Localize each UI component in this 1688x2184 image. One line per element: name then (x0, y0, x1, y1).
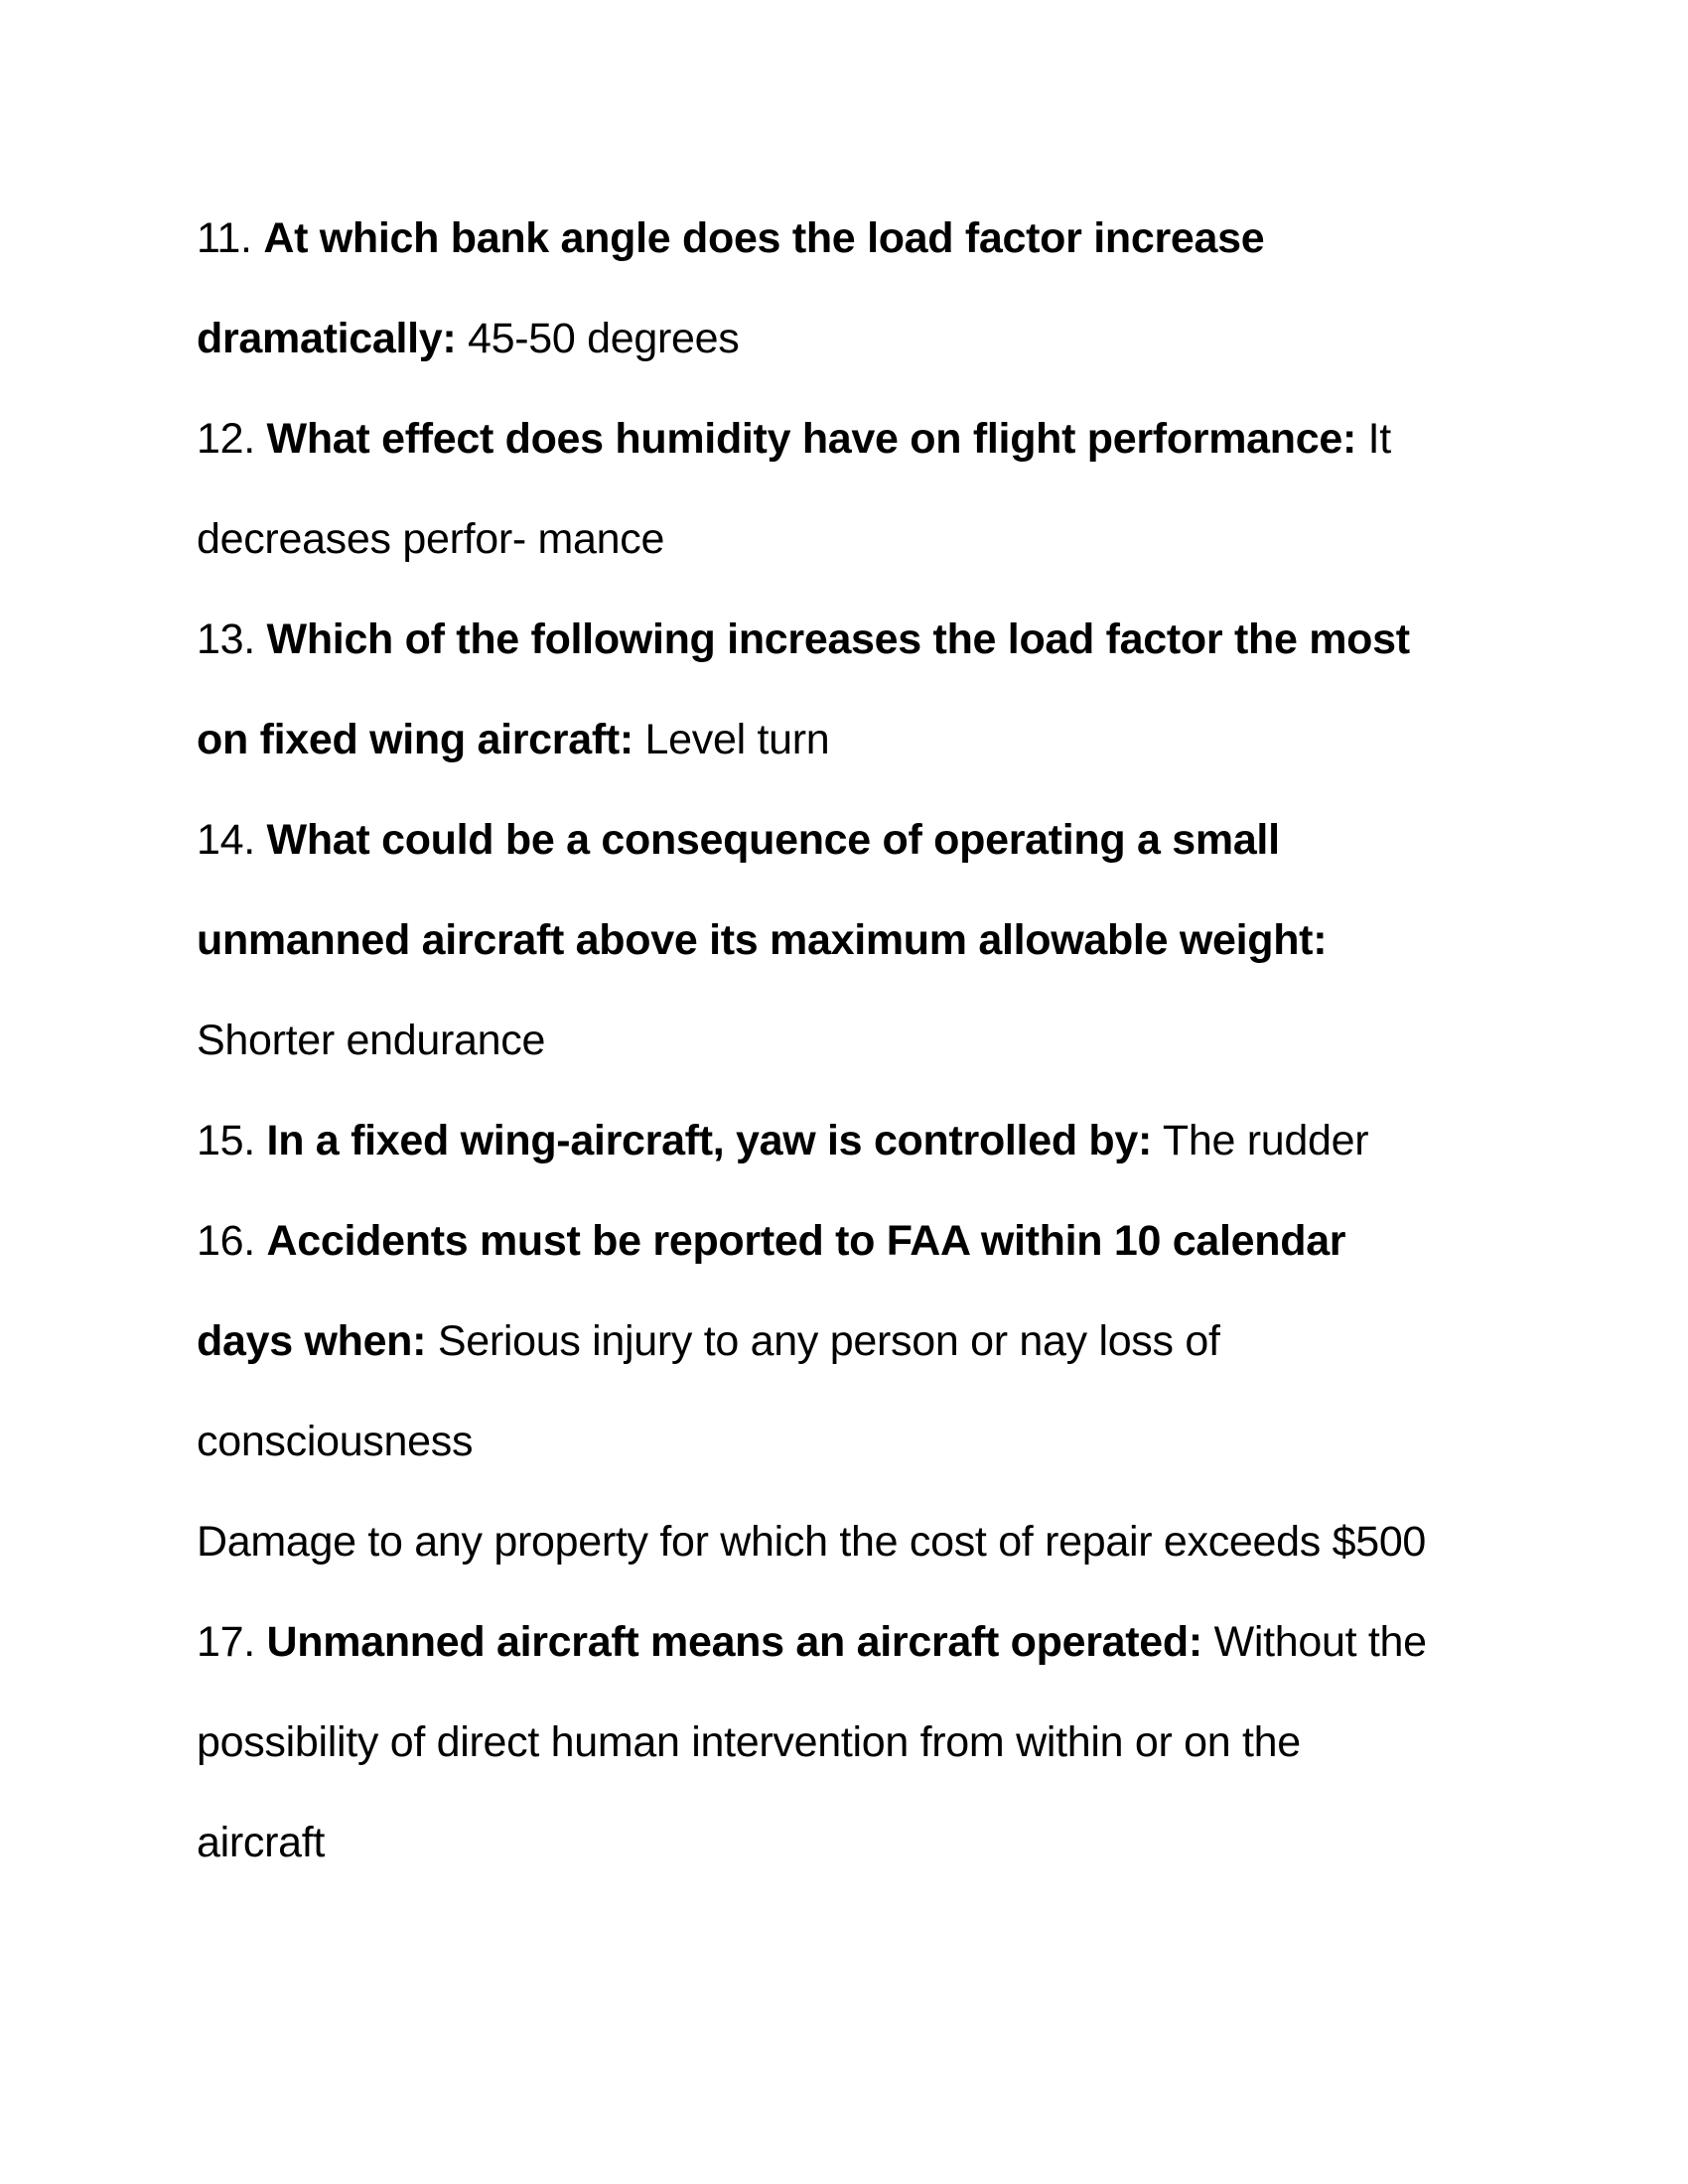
question-text: days when: (197, 1317, 427, 1365)
question-text: At which bank angle does the load factor increase (263, 214, 1265, 262)
question-15-line-1 (197, 1091, 1507, 1191)
question-12-line-2 (197, 489, 1507, 590)
question-text: on fixed wing aircraft: (197, 716, 633, 763)
question-16-line-4 (197, 1492, 1507, 1592)
question-17-line-1 (197, 1592, 1507, 1693)
answer-text: decreases perfor- mance (197, 515, 665, 563)
answer-text: consciousness (197, 1418, 474, 1465)
question-16-line-2 (197, 1292, 1507, 1392)
question-16-line-1 (197, 1191, 1507, 1292)
question-number: 17. (197, 1618, 255, 1666)
question-text: Unmanned aircraft means an aircraft operated: (266, 1618, 1202, 1666)
document-page (197, 189, 1507, 1893)
question-number: 14. (197, 816, 255, 864)
answer-text: 45-50 degrees (468, 315, 740, 362)
answer-text: aircraft (197, 1819, 326, 1866)
question-number: 15. (197, 1117, 255, 1164)
question-14-line-3 (197, 991, 1507, 1091)
answer-text: The rudder (1162, 1117, 1369, 1164)
answer-text: possibility of direct human intervention from within or on the (197, 1718, 1301, 1766)
question-11-line-2 (197, 289, 1507, 389)
question-number: 11. (197, 214, 252, 262)
question-12-line-1 (197, 389, 1507, 489)
answer-text: Serious injury to any person or nay loss of (437, 1317, 1220, 1365)
question-11-line-1 (197, 189, 1507, 289)
question-17-line-2 (197, 1693, 1507, 1793)
answer-text: Damage to any property for which the cost of repair exceeds $500 (197, 1518, 1427, 1566)
answer-text: Without the (1213, 1618, 1427, 1666)
answer-text: Shorter endurance (197, 1017, 546, 1064)
answer-text: Level turn (644, 716, 830, 763)
question-text: Accidents must be reported to FAA within 10 calendar (266, 1217, 1346, 1265)
question-text: What effect does humidity have on flight performance: (266, 415, 1356, 463)
question-number: 16. (197, 1217, 255, 1265)
answer-text: It (1367, 415, 1391, 463)
question-text: What could be a consequence of operating a small (266, 816, 1280, 864)
question-text: unmanned aircraft above its maximum allowable weight: (197, 916, 1328, 964)
question-text: dramatically: (197, 315, 457, 362)
question-text: Which of the following increases the load factor the most (266, 615, 1410, 663)
question-number: 13. (197, 615, 255, 663)
question-14-line-1 (197, 790, 1507, 890)
question-13-line-1 (197, 590, 1507, 690)
question-17-line-3 (197, 1793, 1507, 1893)
question-14-line-2 (197, 890, 1507, 991)
question-13-line-2 (197, 690, 1507, 790)
question-number: 12. (197, 415, 255, 463)
question-text: In a fixed wing-aircraft, yaw is controlled by: (266, 1117, 1153, 1164)
question-16-line-3 (197, 1392, 1507, 1492)
